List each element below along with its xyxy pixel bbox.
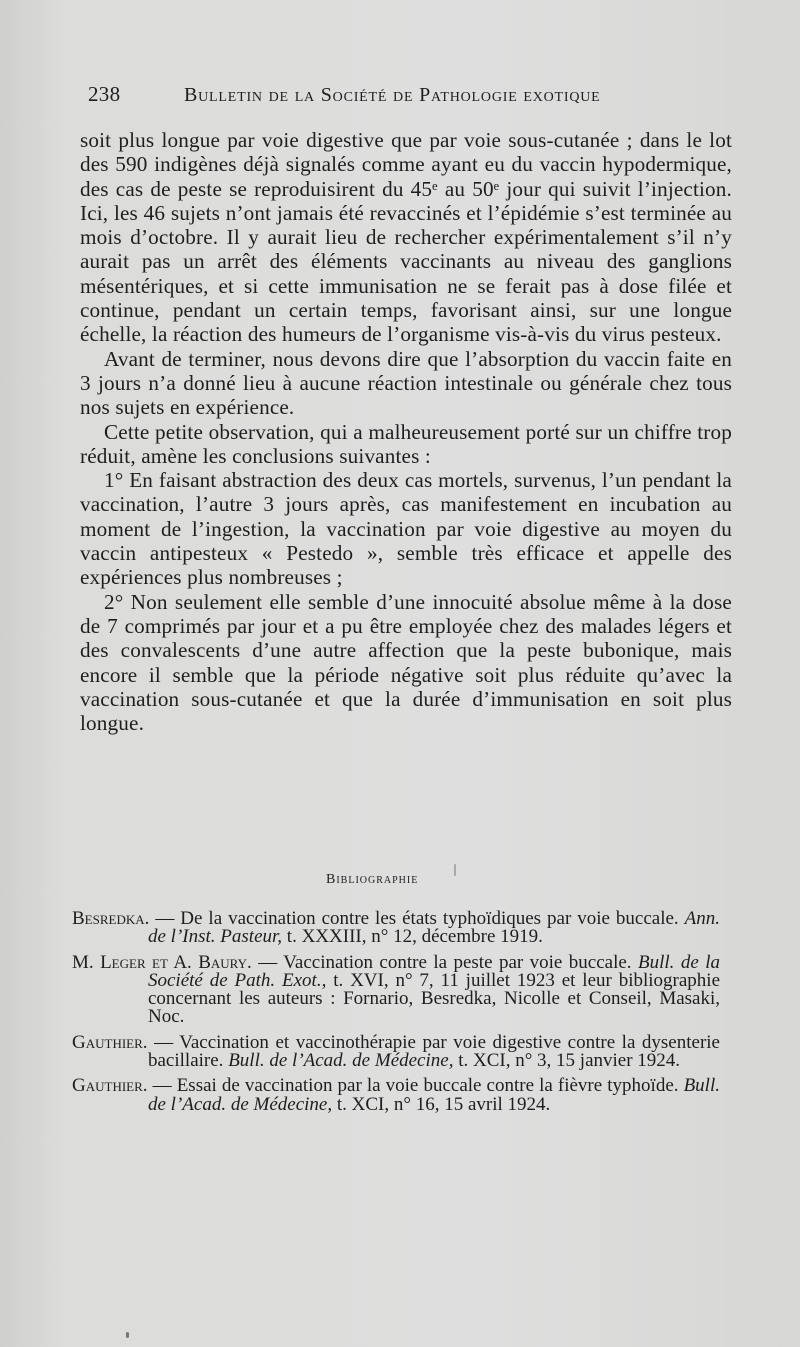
paragraph: soit plus longue par voie digestive que par voie sous-cutanée ; dans le lot des 590 indigènes déjà signalés comme ayant eu du vaccin hypodermique, des cas de peste se reproduisirent du 45ᵉ au 50ᵉ jour qui suivit l’injection. Ici, les 46 sujets n’ont jamais été revaccinés et l’épidémie s’est terminée au mois d’octobre. Il y aurait lieu de rechercher expérimentalement s’il n’y aurait pas un arrêt des éléments vaccinants au niveau des ganglions mésentériques, et si cette immunisation ne se ferait pas à dose filée et continue, pendant un certain temps, favorisant ainsi, sur une longue échelle, la réaction des humeurs de l’organisme vis-à-vis du virus pesteux.	[80, 128, 732, 347]
paragraph: Cette petite observation, qui a malheureusement porté sur un chiffre trop réduit, amène les conclusions suivantes :	[80, 419, 732, 468]
entry-author: M. Leger et A. Baury.	[72, 951, 252, 973]
entry-text: — Essai de vaccination par la voie buccale contre la fièvre typhoïde.	[147, 1075, 684, 1097]
entry-journal: Bull. de l’Acad. de Médecine,	[148, 1075, 720, 1115]
entry-tail: t. XXXIII, n° 12, décembre 1919.	[282, 926, 543, 948]
ink-speck	[126, 1332, 129, 1338]
paragraph: 1° En faisant abstraction des deux cas mortels, survenus, l’un pendant la vaccination, l’autre 3 jours après, cas manifestement en incubation au moment de l’ingestion, la vaccination par voie digestive au moyen du vaccin antipesteux « Pestedo », semble très efficace et appelle des expériences plus nombreuses ;	[80, 468, 732, 590]
entry-journal: Ann. de l’Inst. Pasteur,	[148, 908, 720, 948]
page-header	[88, 82, 650, 112]
bibliography-entry	[72, 1031, 720, 1072]
entry-text: — De la vaccination contre les états typhoïdiques par voie buccale.	[149, 908, 685, 929]
entry-text: — Vaccination et vaccinothérapie par voie digestive contre la dysenterie bacillaire.	[147, 1031, 720, 1072]
page-number: 238	[88, 82, 121, 106]
entry-journal: Bull. de l’Acad. de Médecine,	[228, 1050, 454, 1072]
bibliography-entry	[72, 1077, 720, 1114]
section-title: Bibliographie	[326, 872, 419, 887]
paragraph: Avant de terminer, nous devons dire que l’absorption du vaccin faite en 3 jours n’a donné lieu à aucune réaction intestinale ou générale chez tous nos sujets en expérience.	[80, 346, 732, 420]
entry-author: Gauthier.	[72, 1031, 148, 1053]
ink-speck	[454, 864, 456, 876]
entry-author: Besredka.	[72, 908, 150, 929]
body-text	[80, 128, 732, 735]
entry-tail: t. XVI, n° 7, 11 juillet 1923 et leur bibliographie concernant les auteurs : Fornario, Besredka, Nicolle et Conseil, Masaki, Noc.	[148, 969, 720, 1028]
entry-tail: t. XCI, n° 3, 15 janvier 1924.	[453, 1050, 681, 1072]
bibliography-entry	[72, 951, 720, 1028]
bibliography-entry	[72, 910, 720, 947]
entry-author: Gauthier.	[72, 1075, 148, 1097]
bibliography	[72, 910, 720, 1121]
entry-tail: t. XCI, n° 16, 15 avril 1924.	[332, 1093, 551, 1115]
running-title: Bulletin de la Société de Pathologie exotique	[184, 84, 601, 106]
entry-text: — Vaccination contre la peste par voie buccale.	[251, 951, 638, 973]
entry-journal: Bull. de la Société de Path. Exot.,	[148, 951, 720, 991]
paragraph: 2° Non seulement elle semble d’une innocuité absolue même à la dose de 7 comprimés par jour et a pu être employée chez des malades légers et des convalescents d’une autre affection que la peste bubonique, mais encore il semble que la période négative soit plus réduite qu’avec la vaccination sous-cutanée et que la durée d’immunisation en soit plus longue.	[80, 589, 732, 736]
